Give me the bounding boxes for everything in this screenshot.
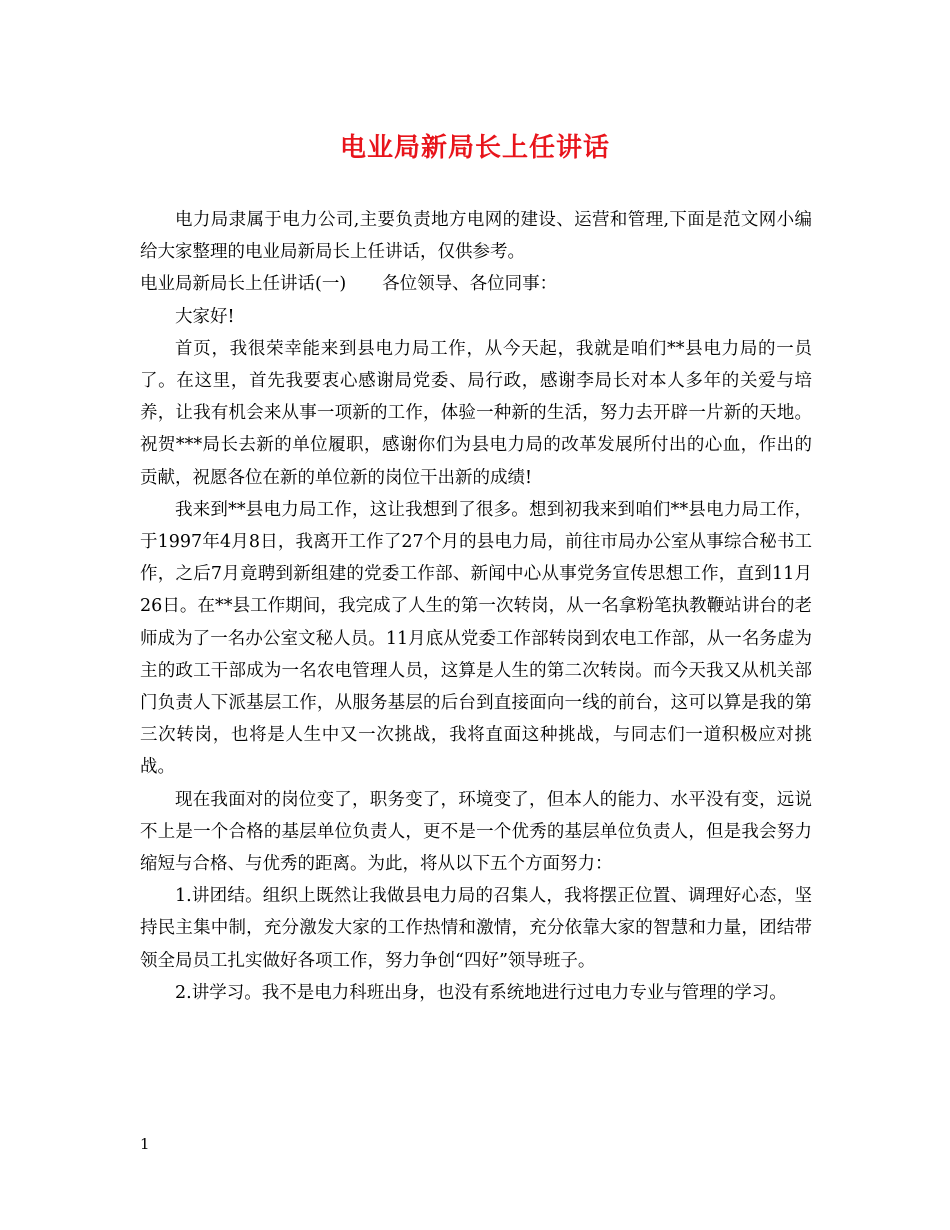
body-paragraph-2: 我来到**县电力局工作，这让我想到了很多。想到初我来到咱们**县电力局工作，于1997年4月8日，我离开工作了27个月的县电力局，前往市局办公室从事综合秘书工作，之后7月竟聘到新组建的党委工作部、新闻中心从事党务宣传思想工作，直到11月26日。在**县工作期间，我完成了人生的第一次转岗，从一名拿粉笔执教鞭站讲台的老师成为了一名办公室文秘人员。11月底从党委工作部转岗到农电工作部，从一名务虚为主的政工干部成为一名农电管理人员，这算是人生的第二次转岗。而今天我又从机关部门负责人下派基层工作，从服务基层的后台到直接面向一线的前台，这可以算是我的第三次转岗，也将是人生中又一次挑战，我将直面这种挑战，与同志们一道积极应对挑战。 [140,499,812,778]
section-heading: 电业局新局长上任讲话(一) [140,274,347,295]
body-paragraph-5: 2.讲学习。我不是电力科班出身，也没有系统地进行过电力专业与管理的学习。 [175,982,787,1003]
page-number: 1 [140,1135,150,1153]
section-heading-line [140,268,812,300]
document-title: 电业局新局长上任讲话 [339,133,610,163]
document-body [140,204,812,1009]
body-paragraph-3: 现在我面对的岗位变了，职务变了，环境变了，但本人的能力、水平没有变，远说不上是一个合格的基层单位负责人，更不是一个优秀的基层单位负责人，但是我会努力缩短与合格、与优秀的距离。为此，将从以下五个方面努力： [140,789,812,875]
body-paragraph-1: 首页，我很荣幸能来到县电力局工作，从今天起，我就是咱们**县电力局的一员了。在这里，首先我要衷心感谢局党委、局行政，感谢李局长对本人多年的关爱与培养，让我有机会来从事一项新的工作，体验一种新的生活，努力去开辟一片新的天地。祝贺***局长去新的单位履职，感谢你们为县电力局的改革发展所付出的心血，作出的贡献，祝愿各位在新的单位新的岗位干出新的成绩! [140,338,812,488]
greeting-paragraph: 大家好! [175,306,235,327]
intro-paragraph: 电力局隶属于电力公司,主要负责地方电网的建设、运营和管理,下面是范文网小编给大家整理的电业局新局长上任讲话，仅供参考。 [140,210,812,263]
salutation: 各位领导、各位同事： [382,274,558,295]
body-paragraph-4: 1.讲团结。组织上既然让我做县电力局的召集人，我将摆正位置、调理好心态，坚持民主集中制，充分激发大家的工作热情和激情，充分依靠大家的智慧和力量，团结带领全局员工扎实做好各项工作，努力争创“四好”领导班子。 [140,886,812,971]
